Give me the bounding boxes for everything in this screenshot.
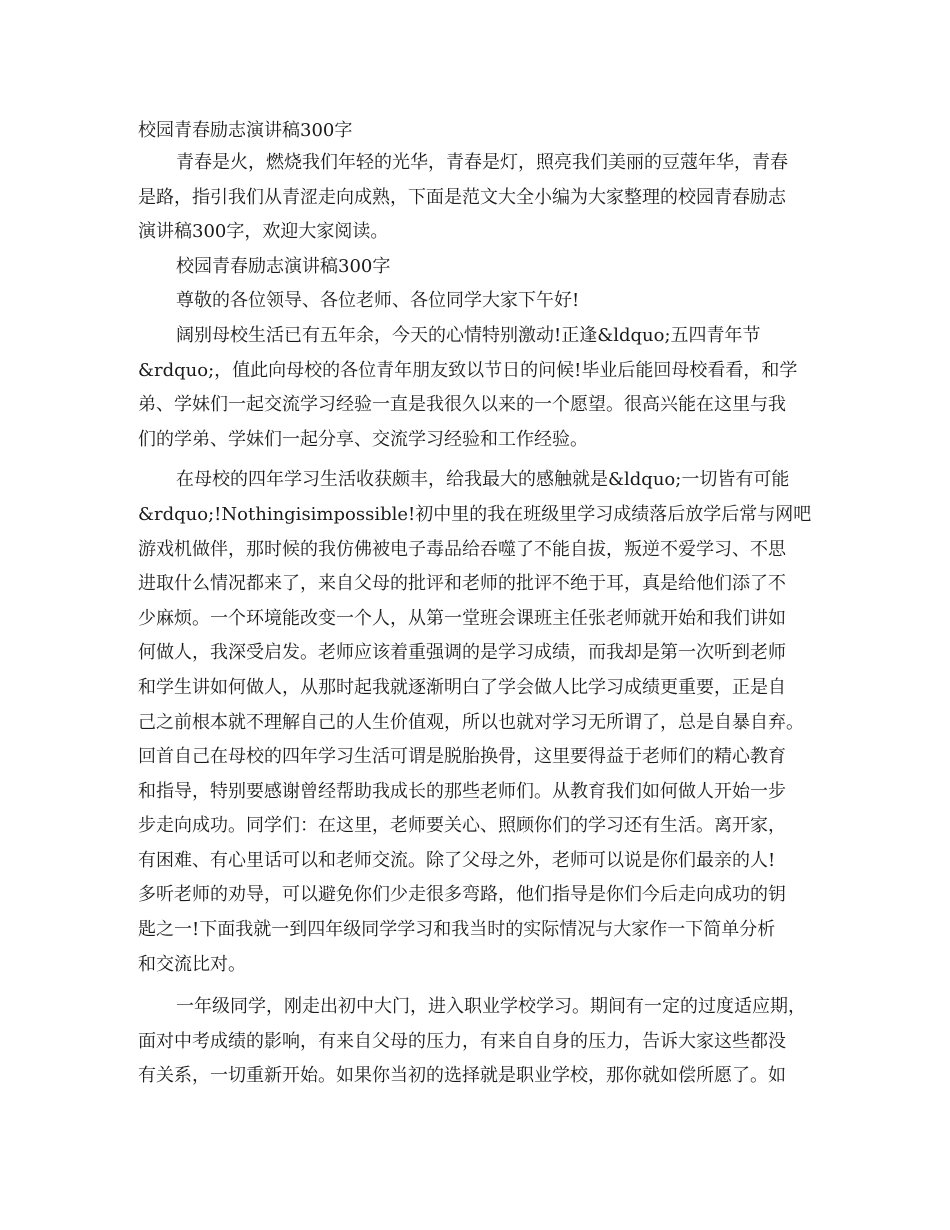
intro-paragraph (138, 146, 828, 250)
greeting-paragraph (138, 284, 828, 319)
text-line: 们的学弟、学妹们一起分享、交流学习经验和工作经验。 (138, 428, 588, 450)
text-line: 何做人，我深受启发。老师应该着重强调的是学习成绩，而我却是第一次听到老师 (138, 642, 786, 664)
text-line: 少麻烦。一个环境能改变一个人，从第一堂班会课班主任张老师就开始和我们讲如 (138, 607, 786, 629)
greeting-text: 尊敬的各位领导、各位老师、各位同学大家下午好! (176, 290, 580, 312)
text-line: 步走向成功。同学们：在这里，老师要关心、照顾你们的学习还有生活。离开家， (138, 815, 786, 837)
text-line: 和交流比对。 (138, 953, 246, 975)
text-line: &rdquo;!Nothingisimpossible!初中里的我在班级里学习成绩落后放学后常与网吧 (138, 503, 812, 525)
text-line: 进取什么情况都来了，来自父母的批评和老师的批评不绝于耳，真是给他们添了不 (138, 573, 786, 595)
subtitle-paragraph (138, 250, 828, 285)
section-subtitle: 校园青春励志演讲稿300字 (176, 255, 391, 277)
body-paragraph-1 (138, 319, 828, 457)
text-line: 多听老师的劝导，可以避免你们少走很多弯路，他们指导是你们今后走向成功的钥 (138, 884, 786, 906)
text-line: 在母校的四年学习生活收获颇丰，给我最大的感触就是&ldquo;一切皆有可能 (176, 469, 790, 491)
text-line: 一年级同学，刚走出初中大门，进入职业学校学习。期间有一定的过度适应期， (176, 996, 806, 1018)
text-line: 有关系，一切重新开始。如果你当初的选择就是职业学校，那你就如偿所愿了。如 (138, 1065, 786, 1087)
text-line: 演讲稿300字，欢迎大家阅读。 (138, 221, 389, 243)
text-line: 面对中考成绩的影响，有来自父母的压力，有来自自身的压力，告诉大家这些都没 (138, 1030, 786, 1052)
text-line: 是路，指引我们从青涩走向成熟，下面是范文大全小编为大家整理的校园青春励志 (138, 186, 786, 208)
body-paragraph-2 (138, 463, 828, 982)
text-line: 回首自己在母校的四年学习生活可谓是脱胎换骨，这里要得益于老师们的精心教育 (138, 746, 786, 768)
text-line: 己之前根本就不理解自己的人生价值观，所以也就对学习无所谓了，总是自暴自弃。 (138, 711, 804, 733)
text-line: 游戏机做伴，那时候的我仿佛被电子毒品给吞噬了不能自拔，叛逆不爱学习、不思 (138, 538, 786, 560)
text-line: 弟、学妹们一起交流学习经验一直是我很久以来的一个愿望。很高兴能在这里与我 (138, 394, 786, 416)
text-line: 青春是火，燃烧我们年轻的光华，青春是灯，照亮我们美丽的豆蔻年华，青春 (176, 152, 788, 173)
text-line: 和学生讲如何做人，从那时起我就逐渐明白了学会做人比学习成绩更重要，正是自 (138, 676, 786, 698)
body-paragraph-3 (138, 990, 828, 1094)
text-line: 匙之一!下面我就一到四年级同学学习和我当时的实际情况与大家作一下简单分析 (138, 919, 776, 941)
text-line: 有困难、有心里话可以和老师交流。除了父母之外，老师可以说是你们最亲的人! (138, 849, 776, 871)
text-line: 和指导，特别要感谢曾经帮助我成长的那些老师们。从教育我们如何做人开始一步 (138, 780, 786, 802)
document-body (138, 116, 828, 1094)
text-line: 阔别母校生活已有五年余，今天的心情特别激动!正逢&ldquo;五四青年节 (176, 324, 761, 346)
text-line: &rdquo;，值此向母校的各位青年朋友致以节日的问候!毕业后能回母校看看，和学 (138, 359, 798, 381)
document-title: 校园青春励志演讲稿300字 (138, 120, 353, 141)
